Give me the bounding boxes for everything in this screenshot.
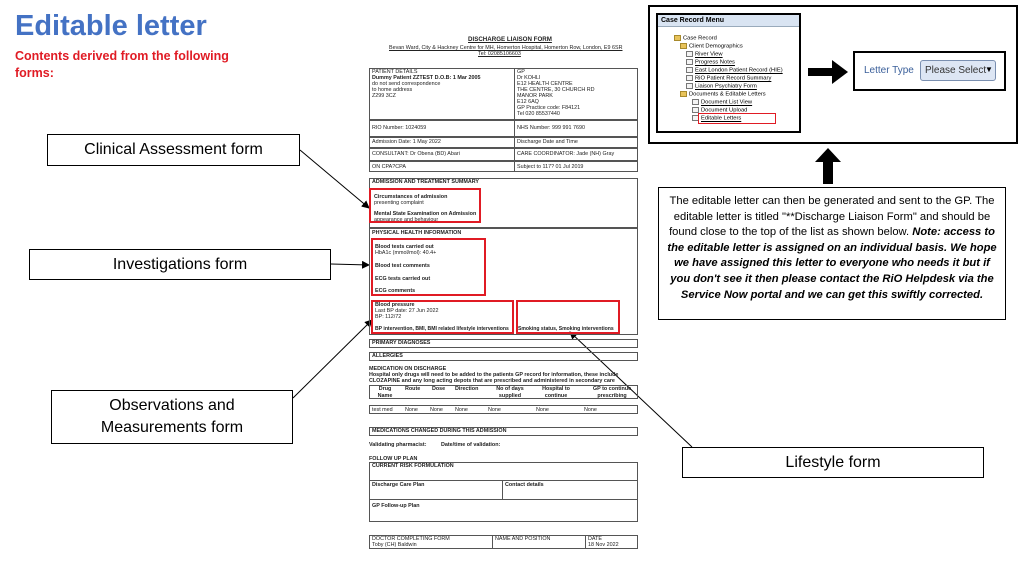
doc-med-h3: Direction	[455, 386, 479, 392]
doc-bp-value: BP: 112/72	[375, 314, 402, 320]
arrow-up-icon	[815, 148, 841, 184]
doc-patient-name: Dummy Patient ZZTEST D.O.B: 1 Mar 2005	[372, 75, 481, 81]
page-icon	[686, 75, 693, 81]
doc-med-c5: None	[536, 407, 549, 413]
doc-mse: Mental State Examination on Admission	[374, 211, 477, 217]
callout-clinical-label: Clinical Assessment form	[84, 141, 263, 158]
doc-med-c4: None	[488, 407, 501, 413]
page-title: Editable letter	[15, 10, 207, 42]
doc-doctor-name: Toby (CH) Baldwin	[372, 542, 417, 548]
page-icon	[686, 83, 693, 89]
doc-gp-line1: Dr KOHLI	[517, 75, 541, 81]
doc-med-c3: None	[455, 407, 468, 413]
doc-ecg-comments: ECG comments	[375, 288, 416, 294]
doc-gp-line7: Tel 020 85537440	[517, 111, 560, 117]
doc-med-c1: None	[405, 407, 418, 413]
letter-type-select-value: Please Select	[925, 65, 987, 76]
highlight-editable-letters	[698, 113, 776, 124]
case-record-menu-title: Case Record Menu	[658, 15, 799, 27]
doc-care-coordinator: CARE COORDINATOR: Jade (NH) Gray	[517, 151, 615, 157]
doc-allergies: ALLERGIES	[372, 353, 403, 359]
doc-validating: Validating pharmacist:	[369, 442, 427, 448]
info-line1: The editable letter can then be generated and sent to the GP. The editable letter is titled "**Discharge Liaison Form" and should be found close to the top of the list as shown below.	[669, 195, 995, 239]
doc-patient-line2: to home address	[372, 87, 413, 93]
page-icon	[692, 99, 699, 105]
doc-follow-up: FOLLOW UP PLAN	[369, 456, 418, 462]
doc-address-line1: Bevan Ward, City & Hackney Centre for MH, Homerton Hospital, Homerton Row, London, E9 6SR	[389, 45, 623, 51]
doc-discharge-care: Discharge Care Plan	[372, 482, 425, 488]
doc-smoking: Smoking status, Smoking interventions	[518, 326, 614, 332]
doc-gp-line2: E12 HEALTH CENTRE	[517, 81, 573, 87]
arrow-right-icon	[808, 60, 848, 84]
doc-patient-label: PATIENT DETAILS	[372, 69, 418, 75]
doc-allergies-row	[369, 352, 638, 361]
highlight-observations	[371, 300, 514, 334]
highlight-clinical	[369, 188, 481, 223]
menu-item-rio-summary[interactable]: RiO Patient Record Summary	[686, 75, 771, 83]
doc-name-position: NAME AND POSITION	[495, 536, 551, 542]
folder-icon	[680, 91, 687, 97]
info-box	[658, 187, 1006, 320]
doc-med-h5: Hospital to continue	[542, 386, 570, 399]
doc-signoff-divider2	[585, 535, 586, 549]
doc-med-c2: None	[430, 407, 443, 413]
doc-blood-tests: Blood tests carried out	[375, 244, 434, 250]
menu-item-document-list-view[interactable]: Document List View	[692, 99, 752, 107]
doc-patient-line1: do not send correspondence	[372, 81, 441, 87]
menu-item-document-upload[interactable]: Document Upload	[692, 107, 747, 115]
doc-signoff-divider1	[492, 535, 493, 549]
doc-physical-heading: PHYSICAL HEALTH INFORMATION	[372, 230, 462, 236]
doc-address-line2: Tel: 02085106603	[478, 51, 521, 57]
menu-item-liaison-psychiatry[interactable]: Liaison Psychiatry Form	[686, 83, 757, 91]
doc-primary-diagnoses: PRIMARY DIAGNOSES	[372, 340, 431, 346]
menu-item-client-demographics[interactable]: Client Demographics	[680, 43, 743, 51]
doc-risk: CURRENT RISK FORMULATION	[372, 463, 454, 469]
page-icon	[686, 67, 693, 73]
doc-appearance: appearance and behaviour	[374, 217, 439, 223]
doc-med-h0: Drug Name	[377, 386, 393, 399]
doc-bp-intervention: BP intervention, BMI, BMI related lifestyle interventions	[375, 326, 509, 332]
doc-cpa-row	[369, 161, 638, 172]
callout-lifestyle-label: Lifestyle form	[785, 453, 881, 471]
doc-blood-pressure: Blood pressure	[375, 302, 415, 308]
doc-medication: MEDICATION ON DISCHARGE	[369, 366, 447, 372]
letter-type-panel	[853, 51, 1006, 91]
doc-admission-date: Admission Date: 1 May 2022	[372, 139, 441, 145]
doc-date-label: DATE	[588, 536, 602, 542]
doc-med-h1: Route	[405, 386, 421, 392]
doc-nhs-number: NHS Number: 999 991 7690	[517, 125, 586, 131]
doc-hba1c: HbA1c (mmol/mol): 40.4+	[375, 250, 437, 256]
case-record-menu	[656, 13, 801, 133]
doc-last-bp: Last BP date: 27 Jun 2022	[375, 308, 439, 314]
highlight-lifestyle	[516, 300, 620, 334]
doc-subject-to: Subject to 117? 01 Jul 2019	[517, 164, 584, 170]
menu-item-progress-notes[interactable]: Progress Notes	[686, 59, 735, 67]
page-subtitle: Contents derived from the following forms:	[15, 49, 229, 80]
doc-gp-follow: GP Follow-up Plan	[372, 503, 420, 509]
doc-med-h2: Dose	[432, 386, 446, 392]
folder-icon	[674, 35, 681, 41]
doc-contact-details: Contact details	[505, 482, 544, 488]
doc-gp-line5: E12 6AQ	[517, 99, 539, 105]
callout-investigations-label: Investigations form	[112, 255, 248, 273]
doc-med-h4: No of days supplied	[496, 386, 524, 399]
page-icon	[686, 51, 693, 57]
doc-gp-line6: GP Practice code: F84121	[517, 105, 581, 111]
doc-med-note2: CLOZAPINE and any long acting depots that are prescribed and administered in secondary care	[369, 378, 615, 384]
doc-care-divider	[502, 480, 503, 500]
doc-gp-label: GP	[517, 69, 525, 75]
doc-discharge-date: Discharge Date and Time	[517, 139, 578, 145]
menu-item-river-view[interactable]: River View	[686, 51, 723, 59]
doc-ecg-tests: ECG tests carried out	[375, 276, 431, 282]
doc-date-validation: Date/time of validation:	[441, 442, 501, 448]
highlight-investigations	[371, 238, 486, 296]
doc-med-h6: GP to continue prescribing	[592, 386, 632, 399]
doc-presenting: presenting complaint	[374, 200, 424, 206]
doc-gp-line4: MANOR PARK	[517, 93, 553, 99]
doc-on-cpa: ON CPA?CPA	[372, 164, 406, 170]
doc-blood-comments: Blood test comments	[375, 263, 430, 269]
menu-item-editable-letters[interactable]: Editable Letters	[692, 115, 741, 123]
doc-admission-heading: ADMISSION AND TREATMENT SUMMARY	[372, 179, 480, 185]
letter-type-select[interactable]	[920, 60, 996, 81]
callout-observations-label: Observations and Measurements form	[100, 397, 244, 436]
info-note: Note: access to the editable letter is assigned on an individual basis. We hope we have assigned this letter to everyone who needs it but if you don't see it then please contact the RiO Helpdesk via the Service Now portal and we can get this swiftly corrected.	[667, 226, 997, 301]
page-icon	[686, 59, 693, 65]
menu-item-documents[interactable]: Documents & Editable Letters	[680, 91, 766, 99]
letter-type-label: Letter Type	[864, 65, 914, 76]
chevron-down-icon: ▼	[985, 65, 993, 74]
doc-date-value: 18 Nov 2022	[588, 542, 619, 548]
doc-form-title: DISCHARGE LIAISON FORM	[468, 36, 552, 43]
doc-gp-line3: THE CENTRE, 30 CHURCH RD	[517, 87, 595, 93]
doc-circumstances: Circumstances of admission	[374, 194, 448, 200]
doc-consultant: CONSULTANT: Dr Obena (BD) Abari	[372, 151, 460, 157]
doc-med-note1: Hospital only drugs will need to be added to the patients GP record for information, these include	[369, 372, 619, 378]
doc-patient-line3: Z299 3CZ	[372, 93, 396, 99]
doc-meds-changed: MEDICATIONS CHANGED DURING THIS ADMISSION	[372, 428, 507, 434]
menu-item-case-record[interactable]: Case Record	[674, 35, 717, 43]
doc-med-c0: test med	[372, 407, 393, 413]
doc-med-c6: None	[584, 407, 597, 413]
menu-item-east-london-record[interactable]: East London Patient Record (HIE)	[686, 67, 783, 75]
doc-rio-number: RIO Number: 1024059	[372, 125, 427, 131]
doc-doctor-label: DOCTOR COMPLETING FORM	[372, 536, 450, 542]
folder-icon	[680, 43, 687, 49]
